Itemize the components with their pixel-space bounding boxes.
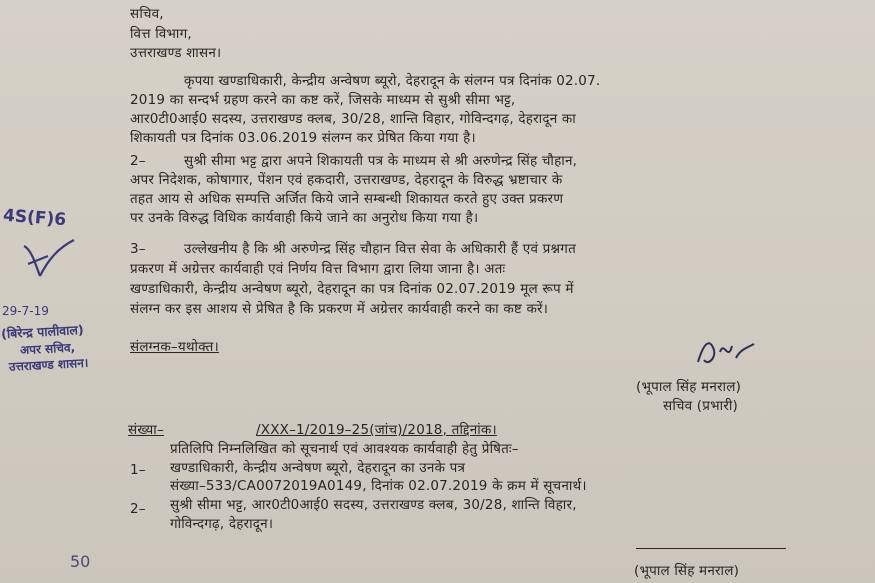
para3-line-2: प्रकरण में अग्रेत्तर कार्यवाही एवं निर्णय वित्त विभाग द्वारा लिया जाना है। अतः (130, 261, 506, 277)
address-line-1: सचिव, (130, 6, 164, 22)
copy-item-1-line-1: खण्डाधिकारी, केन्द्रीय अन्वेषण ब्यूरो, देहरादून का उनके पत्र (170, 460, 466, 476)
stamp-line-2: अपर सचिव, (19, 340, 76, 358)
copy-item-1-number: 1– (130, 462, 146, 478)
copy-intro: प्रतिलिपि निम्नलिखित को सूचनार्थ एवं आवश्यक कार्यवाही हेतु प्रेषितः– (170, 441, 519, 457)
para3-line-3: खण्डाधिकारी, केन्द्रीय अन्वेषण ब्यूरो, देहरादून का पत्र दिनांक 02.07.2019 मूल रूप में (130, 281, 574, 297)
para1-line-3: आर0टी0आई0 सदस्य, उत्तराखण्ड क्लब, 30/28, शान्ति विहार, गोविन्दगढ़, देहरादून का (130, 111, 576, 127)
para3-line-1: उल्लेखनीय है कि श्री अरुणेन्द्र सिंह चौहान वित्त सेवा के अधिकारी हैं एवं प्रश्नगत (184, 241, 576, 257)
enclosure-note: संलग्नक–यथोक्त। (130, 339, 219, 355)
address-line-2: वित्त विभाग, (130, 26, 192, 42)
signatory1-name: (भूपाल सिंह मनराल) (636, 379, 742, 395)
para2-number: 2– (130, 153, 146, 169)
margin-bottom-mark: 50 (70, 552, 91, 571)
signature-scribble (690, 332, 760, 372)
reference-label: संख्या– (128, 422, 164, 438)
para1-line-4: शिकायती पत्र दिनांक 03.06.2019 संलग्न कर प्रेषित किया गया है। (130, 130, 476, 146)
copy-item-2-line-1: सुश्री सीमा भट्ट, आर0टी0आई0 सदस्य, उत्तराखण्ड क्लब, 30/28, शान्ति विहार, (170, 497, 577, 513)
stamp-line-1: (बिरेन्द्र पालीवाल) (0, 321, 84, 342)
para3-line-4: संलग्न कर इस आशय से प्रेषित है कि प्रकरण में अग्रेत्तर कार्यवाही करने का कष्ट करें। (130, 301, 549, 317)
para1-line-1: कृपया खण्डाधिकारी, केन्द्रीय अन्वेषण ब्यूरो, देहरादून के संलग्न पत्र दिनांक 02.07. (184, 73, 601, 89)
margin-code-note: 4S(F)6 (2, 205, 67, 231)
copy-item-2-number: 2– (130, 501, 146, 517)
para2-line-4: पर उनके विरुद्ध विधिक कार्यवाही किये जाने का अनुरोध किया गया है। (130, 210, 479, 226)
para2-line-2: अपर निदेशक, कोषागार, पेंशन एवं हकदारी, उत्तराखण्ड, देहरादून के विरुद्ध भ्रष्टाचार के (130, 172, 563, 188)
officer-stamp (0, 319, 129, 378)
address-line-3: उत्तराखण्ड शासन। (130, 45, 222, 61)
copy-item-2-line-2: गोविन्दगढ़, देहरादून। (170, 516, 274, 532)
para2-line-3: तहत आय से अधिक सम्पत्ति अर्जित किये जाने सम्बन्धी शिकायत करते हुए उक्त प्रकरण (130, 191, 564, 207)
para1-line-2: 2019 का सन्दर्भ ग्रहण करने का कष्ट करें, जिसके माध्यम से सुश्री सीमा भट्ट, (130, 92, 516, 108)
margin-tick-mark (18, 236, 78, 284)
copy-item-1-line-2: संख्या–533/CA0072019A0149, दिनांक 02.07.2019 के क्रम में सूचनार्थ। (170, 478, 587, 494)
reference-number: /XXX–1/2019–25(जांच)/2018, तद्दिनांक। (256, 422, 497, 438)
signatory1-title: सचिव (प्रभारी) (663, 398, 739, 414)
stamp-line-3: उत्तराखण्ड शासन। (8, 355, 89, 374)
signature-line (636, 548, 786, 549)
margin-date-note: 29-7-19 (2, 304, 49, 318)
para3-number: 3– (130, 241, 146, 257)
para2-line-1: सुश्री सीमा भट्ट द्वारा अपने शिकायती पत्र के माध्यम से श्री अरुणेन्द्र सिंह चौहान, (184, 153, 578, 169)
signatory2-name: (भूपाल सिंह मनराल) (634, 563, 740, 579)
